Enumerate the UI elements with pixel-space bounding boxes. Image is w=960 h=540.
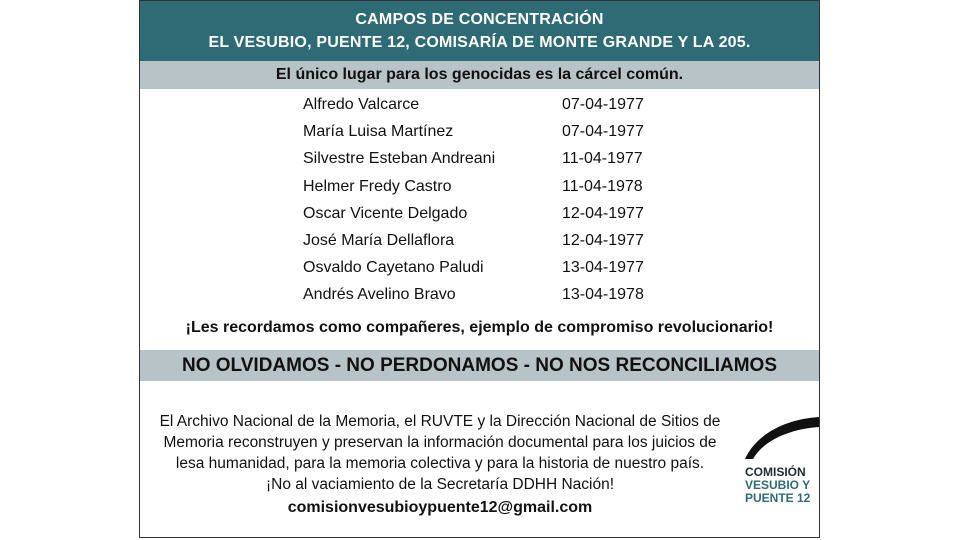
info-line: El Archivo Nacional de la Memoria, el RUVTE y la Dirección Nacional de Sitios de xyxy=(159,413,721,430)
person-date: 11-04-1977 xyxy=(562,150,643,168)
person-date: 11-04-1978 xyxy=(562,177,643,195)
announcement-panel xyxy=(139,0,820,538)
organization-logo xyxy=(743,413,819,509)
person-name: Alfredo Valcarce xyxy=(303,96,420,113)
person-date: 13-04-1977 xyxy=(562,259,644,277)
list-item xyxy=(303,178,703,205)
logo-arc-icon xyxy=(743,413,819,461)
info-paragraph xyxy=(140,411,740,495)
logo-text-line3: PUENTE 12 xyxy=(745,491,811,505)
person-date: 07-04-1977 xyxy=(562,123,644,141)
person-name: Silvestre Esteban Andreani xyxy=(303,150,496,168)
subheader-band: El único lugar para los genocidas es la cárcel común. xyxy=(140,61,819,89)
person-name: José María Dellaflora xyxy=(303,231,455,249)
person-name: Andrés Avelino Bravo xyxy=(303,286,456,304)
logo-text-line2: VESUBIO Y xyxy=(745,478,811,492)
person-name: Oscar Vicente Delgado xyxy=(303,204,468,222)
list-item xyxy=(303,286,703,313)
person-date: 12-04-1977 xyxy=(562,231,644,249)
info-line: lesa humanidad, para la memoria colectiva y para la historia de nuestro país. xyxy=(175,455,705,472)
info-line: Memoria reconstruyen y preservan la información documental para los juicios de xyxy=(163,434,717,451)
person-date: 12-04-1977 xyxy=(562,204,644,222)
person-date: 07-04-1977 xyxy=(562,96,644,113)
slogan-band: NO OLVIDAMOS - NO PERDONAMOS - NO NOS RECONCILIAMOS xyxy=(140,350,819,381)
person-name: María Luisa Martínez xyxy=(303,123,454,141)
person-name: Osvaldo Cayetano Paludi xyxy=(303,259,484,277)
names-list xyxy=(303,96,703,314)
list-item xyxy=(303,96,703,123)
list-item xyxy=(303,205,703,232)
person-date: 13-04-1978 xyxy=(562,286,644,304)
header-title-line1: CAMPOS DE CONCENTRACIÓN xyxy=(355,11,604,28)
logo-text-line1: COMISIÓN xyxy=(745,465,806,479)
list-item xyxy=(303,123,703,150)
list-item xyxy=(303,150,703,177)
header-title-line2: EL VESUBIO, PUENTE 12, COMISARÍA DE MONTE GRANDE Y LA 205. xyxy=(208,34,751,51)
tribute-text: ¡Les recordamos como compañeres, ejemplo de compromiso revolucionario! xyxy=(185,319,774,336)
list-item xyxy=(303,259,703,286)
contact-email: comisionvesubioypuente12@gmail.com xyxy=(287,499,593,516)
header-banner xyxy=(140,1,819,61)
info-line: ¡No al vaciamiento de la Secretaría DDHH Nación! xyxy=(265,476,615,493)
list-item xyxy=(303,232,703,259)
person-name: Helmer Fredy Castro xyxy=(303,177,452,195)
